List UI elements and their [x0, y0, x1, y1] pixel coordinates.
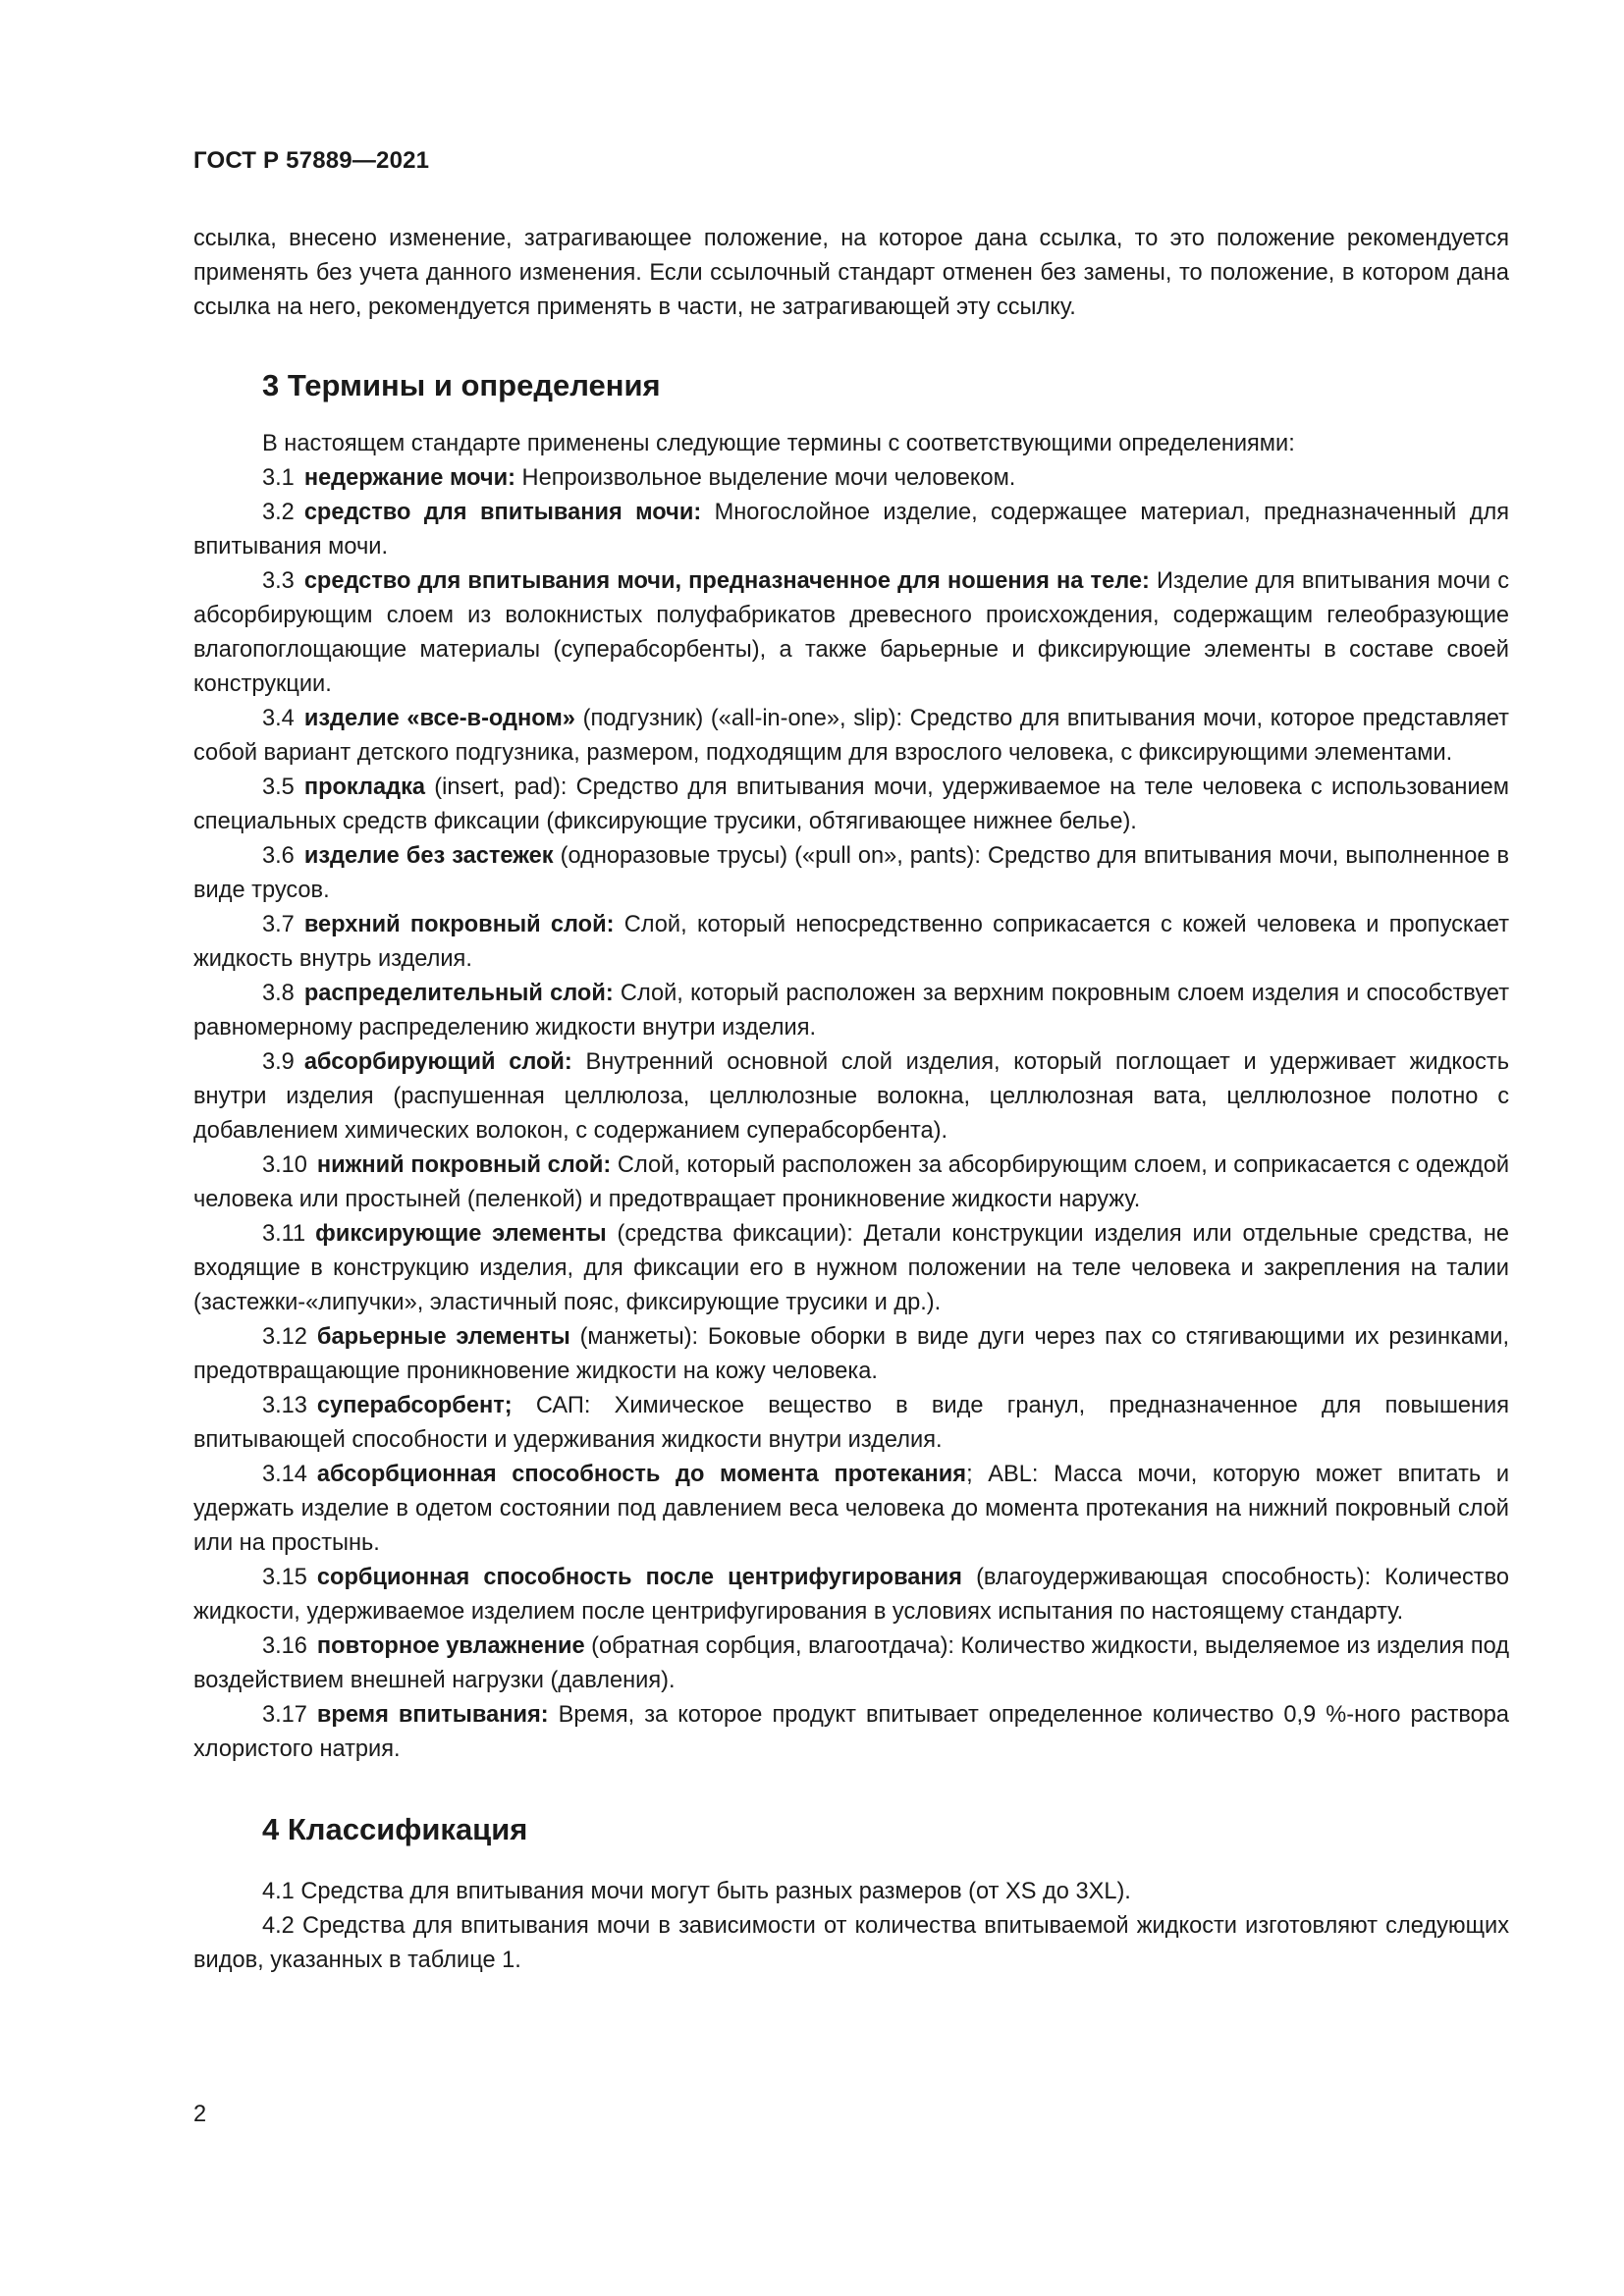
term-text: (обратная сорбция, влагоотдача): Количество жидкости, выделяемое из изделия под воздействием внешней нагрузки (давления).	[193, 1633, 1509, 1693]
term-text: (подгузник) («all-in-one», slip): Средство для впитывания мочи, которое представляет собой вариант детского подгузника, размером, подходящим для взрослого человека, с фиксирующими элементами.	[193, 706, 1509, 766]
term-text: (влагоудерживающая способность): Количество жидкости, удерживаемое изделием после центрифугирования в условиях испытания по настоящему стандарту.	[193, 1565, 1509, 1625]
term-number: 3.8	[262, 981, 295, 1006]
term-number: 3.10	[262, 1152, 307, 1178]
term-number: 3.5	[262, 774, 295, 800]
term-definition	[193, 1389, 1509, 1458]
term-name: абсорбционная способность до момента протекания	[316, 1462, 967, 1487]
term-name: абсорбирующий слой:	[303, 1049, 572, 1075]
section-4-heading: 4 Классификация	[262, 1812, 528, 1846]
term-text: Слой, который расположен за абсорбирующим слоем, и соприкасается с одеждой человека или простыней (пеленкой) и предотвращает проникновение жидкости наружу.	[193, 1152, 1509, 1212]
term-name: средство для впитывания мочи:	[303, 500, 702, 525]
term-text: Многослойное изделие, содержащее материал, предназначенный для впитывания мочи.	[193, 500, 1509, 560]
term-number: 3.6	[262, 843, 295, 869]
term-definition	[193, 564, 1509, 702]
term-text: (манжеты): Боковые оборки в виде дуги через пах со стягивающими их резинками, предотвращающие проникновение жидкости на кожу человека.	[193, 1324, 1509, 1384]
term-number: 3.15	[262, 1565, 307, 1590]
term-definition	[193, 461, 1509, 496]
section-4-list	[193, 1875, 1509, 1978]
term-definition	[193, 496, 1509, 564]
term-definition	[193, 1561, 1509, 1629]
term-name: распределительный слой:	[303, 981, 614, 1006]
term-number: 3.12	[262, 1324, 307, 1350]
document-id-header: ГОСТ Р 57889—2021	[193, 147, 430, 174]
term-definition	[193, 1320, 1509, 1389]
term-text: Изделие для впитывания мочи с абсорбирующим слоем из волокнистых полуфабрикатов древесного происхождения, содержащим гелеобразующие влагопоглощающие материалы (суперабсорбенты), а также барьерные и фиксирующие элементы в составе своей конструкции.	[193, 568, 1509, 697]
term-name: повторное увлажнение	[316, 1633, 585, 1659]
term-name: нижний покровный слой:	[316, 1152, 612, 1178]
term-definition	[193, 1217, 1509, 1320]
term-number: 3.1	[262, 465, 295, 491]
term-text: Внутренний основной слой изделия, который поглощает и удерживает жидкость внутри изделия (распушенная целлюлоза, целлюлозные волокна, целлюлозная вата, целлюлозное полотно с добавлением химических волокон, с содержанием суперабсорбента).	[193, 1049, 1509, 1144]
term-text: Слой, который непосредственно соприкасается с кожей человека и пропускает жидкость внутрь изделия.	[193, 912, 1509, 972]
section-3-lead: В настоящем стандарте применены следующие термины с соответствующими определениями:	[262, 431, 1295, 456]
term-name: верхний покровный слой:	[303, 912, 615, 937]
term-name: суперабсорбент;	[316, 1393, 513, 1418]
term-definition	[193, 977, 1509, 1045]
term-text: (одноразовые трусы) («pull on», pants): Средство для впитывания мочи, выполненное в виде трусов.	[193, 843, 1509, 903]
classification-item: 4.1 Средства для впитывания мочи могут быть разных размеров (от XS до 3XL).	[262, 1879, 1131, 1904]
term-definition	[193, 771, 1509, 839]
term-definition	[193, 1698, 1509, 1767]
term-definition	[193, 1045, 1509, 1148]
term-name: изделие без застежек	[303, 843, 554, 869]
term-name: средство для впитывания мочи, предназначенное для ношения на теле:	[303, 568, 1150, 594]
term-text: (insert, pad): Средство для впитывания мочи, удерживаемое на теле человека с использованием специальных средств фиксации (фиксирующие трусики, обтягивающее нижнее белье).	[193, 774, 1509, 834]
term-text: (средства фиксации): Детали конструкции изделия или отдельные средства, не входящие в конструкцию изделия, для фиксации его в нужном положении на теле человека и закрепления на талии (застежки-«липучки», эластичный пояс, фиксирующие трусики и др.).	[193, 1221, 1509, 1315]
term-text: Слой, который расположен за верхним покровным слоем изделия и способствует равномерному распределению жидкости внутри изделия.	[193, 981, 1510, 1041]
term-name: недержание мочи:	[303, 465, 515, 491]
term-number: 3.2	[262, 500, 295, 525]
term-number: 3.9	[262, 1049, 295, 1075]
term-name: время впитывания:	[316, 1702, 549, 1728]
page-number: 2	[193, 2102, 207, 2127]
term-text: Непроизвольное выделение мочи человеком.	[514, 465, 1016, 491]
page-body	[193, 222, 1509, 1978]
term-definition	[193, 1458, 1509, 1561]
term-definition	[193, 1629, 1509, 1698]
term-number: 3.17	[262, 1702, 307, 1728]
term-text: САП: Химическое вещество в виде гранул, предназначенное для повышения впитывающей способности и удерживания жидкости внутри изделия.	[193, 1393, 1509, 1453]
term-number: 3.7	[262, 912, 295, 937]
term-name: изделие «все-в-одном»	[303, 706, 575, 731]
term-text: ; ABL: Масса мочи, которую может впитать и удержать изделие в одетом состоянии под давлением веса человека до момента протекания на нижний покровный слой или на простынь.	[193, 1462, 1510, 1556]
term-name: сорбционная способность после центрифугирования	[316, 1565, 962, 1590]
term-name: фиксирующие элементы	[315, 1221, 607, 1247]
term-number: 3.16	[262, 1633, 307, 1659]
intro-paragraph: ссылка, внесено изменение, затрагивающее положение, на которое дана ссылка, то это положение рекомендуется применять без учета данного изменения. Если ссылочный стандарт отменен без замены, то положение, в котором дана ссылка на него, рекомендуется применять в части, не затрагивающей эту ссылку.	[193, 226, 1509, 320]
term-text: Время, за которое продукт впитывает определенное количество 0,9 %-ного раствора хлористого натрия.	[193, 1702, 1509, 1762]
term-number: 3.13	[262, 1393, 307, 1418]
term-number: 3.14	[262, 1462, 307, 1487]
term-definition	[193, 908, 1509, 977]
section-3-heading: 3 Термины и определения	[262, 368, 661, 402]
term-number: 3.11	[262, 1221, 306, 1247]
term-name: барьерные элементы	[316, 1324, 570, 1350]
term-number: 3.3	[262, 568, 295, 594]
term-definition	[193, 1148, 1509, 1217]
terms-list	[193, 461, 1509, 1767]
term-definition	[193, 839, 1509, 908]
term-number: 3.4	[262, 706, 295, 731]
term-definition	[193, 702, 1509, 771]
term-name: прокладка	[303, 774, 426, 800]
classification-item: 4.2 Средства для впитывания мочи в зависимости от количества впитываемой жидкости изготовляют следующих видов, указанных в таблице 1.	[193, 1913, 1509, 1973]
